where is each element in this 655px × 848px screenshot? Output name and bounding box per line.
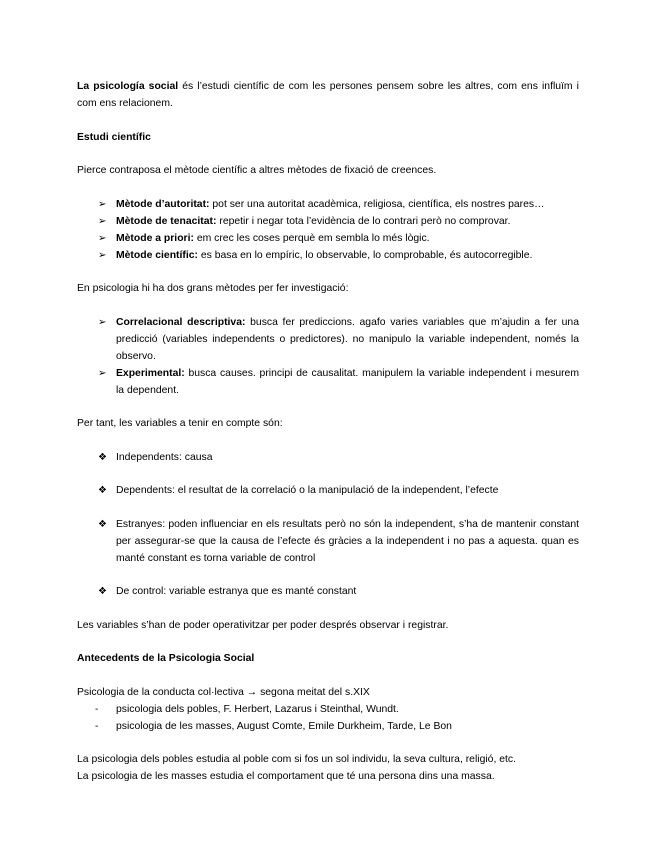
section-heading-estudi: Estudi científic [77,131,151,143]
arrow-bullet-icon: ➢ [98,232,107,244]
list-item: ❖ Estranyes: poden influenciar en els resultats però no són la independent, s’ha de mantenir constant per assegurar-se que la causa de l’efecte és gràcies a la independent i no pas a aquesta. quan es manté constant es torna variable de control [77,516,579,567]
two-methods-paragraph: En psicologia hi ha dos grans mètodes per fer investigació: [77,283,349,294]
methods-list [77,196,579,264]
list-item: ❖ Dependents: el resultat de la correlació o la manipulació de la independent, l’efecte [77,482,579,499]
intro-paragraph [77,78,579,112]
list-item: - psicologia dels pobles, F. Herbert, Lazarus i Steinthal, Wundt. [77,701,579,718]
list-item: ➢ Mètode d’autoritat: pot ser una autoritat acadèmica, religiosa, científica, els nostres pares… [77,196,579,213]
pierce-paragraph: Pierce contraposa el mètode científic a altres mètodes de fixació de creences. [77,165,437,176]
variables-intro: Per tant, les variables a tenir en compte són: [77,418,283,429]
research-methods-list [77,314,579,399]
diamond-bullet-icon: ❖ [98,586,107,597]
dash-bullet-icon: - [95,703,99,715]
list-item: ❖ Independents: causa [77,449,579,466]
arrow-bullet-icon: ➢ [98,215,107,227]
list-item: ➢ Mètode a priori: em crec les coses perquè em sembla lo més lògic. [77,230,579,247]
masses-psychology-paragraph: La psicologia de les masses estudia el comportament que té una persona dins una massa. [77,771,495,782]
arrow-bullet-icon: ➢ [98,316,107,328]
arrow-bullet-icon: ➢ [98,249,107,261]
collective-behaviour-line: Psicologia de la conducta col·lectiva → segona meitat del s.XIX [77,686,370,698]
section-heading-antecedents: Antecedents de la Psicologia Social [77,653,255,664]
antecedents-list [77,701,579,735]
document-page [77,78,579,785]
list-item: ➢ Correlacional descriptiva: busca fer prediccions. agafo varies variables que m’ajudin a fer una predicció (variables independents o predictores). no manipulo la variable independent, només la observo. [77,314,579,365]
intro-text: és l’estudi científic de com les persones pensem sobre les altres, com ens influïm i com ens relacionem. [77,81,579,109]
diamond-bullet-icon: ❖ [98,518,107,530]
variables-list [77,449,579,601]
arrow-bullet-icon: ➢ [98,198,107,210]
list-item: ➢ Mètode científic: es basa en lo empíric, lo observable, lo comprobable, és autocorregible. [77,247,579,264]
peoples-psychology-paragraph: La psicologia dels pobles estudia al poble com si fos un sol individu, la seva cultura, religió, etc. [77,754,516,765]
intro-term: La psicología social [77,81,179,92]
dash-bullet-icon: - [95,720,99,732]
operational-paragraph: Les variables s’han de poder operativitzar per poder després observar i registrar. [77,619,449,631]
list-item: ➢ Experimental: busca causes. principi de causalitat. manipulem la variable independent i mesurem la dependent. [77,365,579,399]
arrow-bullet-icon: ➢ [98,367,107,379]
diamond-bullet-icon: ❖ [98,485,107,496]
list-item: - psicologia de les masses, August Comte, Emile Durkheim, Tarde, Le Bon [77,718,579,735]
diamond-bullet-icon: ❖ [98,451,107,463]
list-item: ➢ Mètode de tenacitat: repetir i negar tota l’evidència de lo contrari però no comprovar. [77,213,579,230]
list-item: ❖ De control: variable estranya que es manté constant [77,583,579,600]
